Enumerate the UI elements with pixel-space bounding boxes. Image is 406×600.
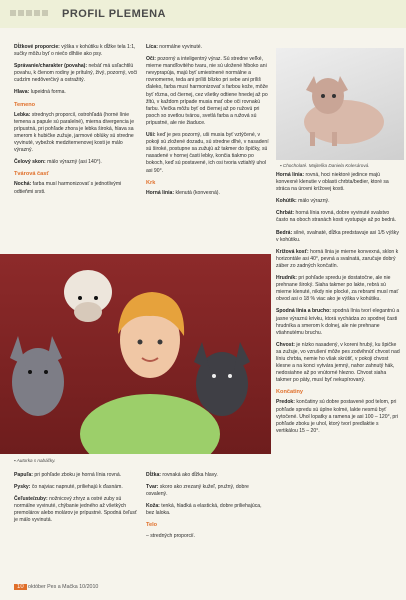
photo-caption-top xyxy=(280,163,404,168)
text: klenutá (konvexná). xyxy=(174,189,220,196)
text: skoro ako zrezaný kužeľ, pružný, dobre osvalený. xyxy=(146,484,249,498)
right-column xyxy=(276,172,400,440)
text: nožnicový zhryz a ostré zuby sú normálne vyvinuté, chýbanie jedného až všetkých premolárov alebo molárov je prípustné. Spodná čeľusť je málo vyvinutá. xyxy=(14,496,137,524)
text: spodná línia tvorí elegantnú a jasne výraznú krivku, ktorá vychádza zo spodnej časti hrudníka a smerom k dolnej, ale nie prehnane vtiahnutému bruchu. xyxy=(276,308,400,336)
left-column-bottom xyxy=(14,472,138,530)
text: pri pohľade zboku je horná línia rovná. xyxy=(32,472,122,478)
subheading: Temeno xyxy=(14,101,36,108)
label: Horná línia: xyxy=(276,172,305,178)
label: Krížová kosť: xyxy=(276,248,309,255)
text: nebáť má usľachtilú povahu, k členom rodiny je prítulný, živý, pozorný, voči cudzím nedôverčivý a ostražitý. xyxy=(14,63,138,84)
label: Lebka: xyxy=(14,111,31,118)
label: Chvost: xyxy=(276,341,295,348)
label: Horná línia: xyxy=(146,189,175,196)
section-logo-icon xyxy=(10,10,48,16)
text: pozorný a inteligentný výraz. Sú stredne veľké, mierne mandľovitého tvaru, nie sú uložené hlboko ani nevyprapúja, majú byť umiestnené normálne a rovnomerne, teda ani príliš blízko pri sebe ani príliš ďaleko, farba musí harmonizovať s farbou kože, môže byť rôzna, od čiernej, cez všetky odtiene hnedej až po žltú, v každom prípade musia mať obe oči rovnakú farbu. Viečka môžu byť od čiernej až po ružovú pri psoch so svetlou tvárou, svetlá farba a ružová sú prípustné, ale nie žiaduce. xyxy=(146,56,268,126)
label: Tvar: xyxy=(146,484,159,491)
subheading: Končatiny xyxy=(276,389,304,396)
text: horná línia je mierne konvexná, sklon k horizontále asi 40°, pevná a svalnatá, zaručuje dobrý záber zo zadných končatín. xyxy=(276,248,399,269)
text: – stredných proporcií. xyxy=(146,532,195,539)
label: Koža: xyxy=(146,503,160,510)
caption-text: Chocholaté. Majiteľka Daniela Kolesárová. xyxy=(282,163,370,168)
label: Dĺžkové proporcie: xyxy=(14,44,60,50)
caption-bullet: ▪ xyxy=(280,163,283,168)
label: Správanie/charakter (povaha): xyxy=(14,63,88,70)
publication-info: október Pes a Mačka 10/2010 xyxy=(28,584,99,590)
label: Bedrá: xyxy=(276,229,293,236)
page-footer xyxy=(0,578,406,600)
label: Oči: xyxy=(146,56,156,63)
text: tenká, hladká a elastická, dobre priliehajúca, bez laloka. xyxy=(146,503,262,517)
text: rovná, hoci niektoré jedince majú konvexné klenutie v oblasti chrbta/bedier, ktoré sa stráca na úrovni krížovej kosti. xyxy=(276,172,389,193)
page-header xyxy=(0,0,406,28)
text: rovnaká ako dĺžka hlavy. xyxy=(161,472,218,478)
text: končatiny sú dobre postavené pod telom, pri pohľade spredu sú úplne kolmé, lakte nesmú byť vytočené. Uhol lopatky a ramena je asi 100 – 120°, pri pohľade zboku je uhol, ktorý tvorí predlaktie s vertikálou 15 – 20°. xyxy=(276,399,399,434)
caption-text: Autorka s nabáčky. xyxy=(16,458,56,463)
author-dogs-illustration xyxy=(0,254,271,454)
text: strednych proporcií, ostrohľadá (horné línie temena a papule sú paralelné), mierna divergencia je prípustná, pri pohľade zhora je lebka široká, hlava sa smerom k hubičke zužuje, jarmové oblúky sú stredne vyvinuté, vybežok medziternenovej kosti je málo výrazný. xyxy=(14,111,135,154)
photo-caption-big xyxy=(14,458,214,463)
text: výška v kohútiku k dĺžke tela 1:1, sučky môžu byť o niečo dlhšie ako psy. xyxy=(14,44,136,58)
text: pri pohľade spredu je dostatočne, ale nie prehnane široký. Siaha takmer po lakte, rebrá sú mierne klenuté, nikdy nie plocké, za rebrami musí mať obvod asi o 18 % viac ako je výška v kohútiku. xyxy=(276,275,399,303)
text: keď je pes pozorný, uši musia byť vztýčené, v pokoji sú zložené dozadu, sú stredne dlhé, v nasadení sú široké, postupne sa zužujú až takmer do špičky, sú nasadené v hornej časti lebky, končia tiakmo po bokoch, keď sú postavené, ich osi tvoria vztiahlý uhol asi 90°. xyxy=(146,132,269,174)
middle-column-bottom xyxy=(146,472,270,545)
label: Predok: xyxy=(276,399,295,406)
label: Papuľa: xyxy=(14,472,33,478)
dog-photo-top xyxy=(276,48,404,160)
label: Uši: xyxy=(146,132,156,139)
text: lupeidná forma. xyxy=(29,89,66,96)
text: čo najviac napnuté, priliehajú k ďasnám. xyxy=(30,484,123,491)
subheading: Tvárová časť xyxy=(14,171,50,178)
author-with-dogs-photo xyxy=(0,254,271,454)
middle-column-top xyxy=(146,44,270,202)
subheading: Krk xyxy=(146,179,156,186)
left-column-top xyxy=(14,44,138,201)
caption-bullet: ▪ xyxy=(14,458,17,463)
text: málo výrazný. xyxy=(296,198,330,205)
label: Čeľuste/zuby: xyxy=(14,496,48,503)
label: Hrudník: xyxy=(276,275,297,282)
text: málo výrazný (asi 140°). xyxy=(45,159,102,166)
label: Čelový skon: xyxy=(14,159,46,166)
label: Nochá: xyxy=(14,181,32,188)
section-title: PROFIL PLEMENA xyxy=(62,8,166,20)
hairless-dog-illustration xyxy=(276,48,404,160)
label: Líca: xyxy=(146,44,158,50)
page-number: 10 xyxy=(14,584,27,590)
text: je nízko nasadený, v koreni hrubý, ku špičke sa zužuje, vo vzrušení môže pes zodvihnúť chvost nad líniu chrbta, nemie ho však skrútiť, v pokoji chvost klesne a na konci vytvára jemný, nahor zahnutý hák, nedosiahne až po vnútorné hlezno. Chvost siaha takmer po päty, musí byť nekupírovaný. xyxy=(276,341,400,384)
label: Kohútik: xyxy=(276,198,297,205)
label: Pysky: xyxy=(14,484,31,491)
text: horná línia rovná, dobre vyvinuté svalstvo často na oboch stranách kosti vystupuje až po bedrá. xyxy=(276,210,397,224)
label: Dĺžka: xyxy=(146,472,162,478)
text: farba musí harmonizovať s jednotlivými odtieňmi srsti. xyxy=(14,181,122,195)
label: Chrbát: xyxy=(276,210,295,217)
label: Hlava: xyxy=(14,89,30,96)
text: silné, svalnaté, dĺžka predstavuje asi 1/5 výšky v kohútiku. xyxy=(276,229,399,243)
text: normálne vyvinuté. xyxy=(157,44,203,50)
label: Spodná línia a brucho: xyxy=(276,308,331,315)
subheading: Telo xyxy=(146,522,158,529)
